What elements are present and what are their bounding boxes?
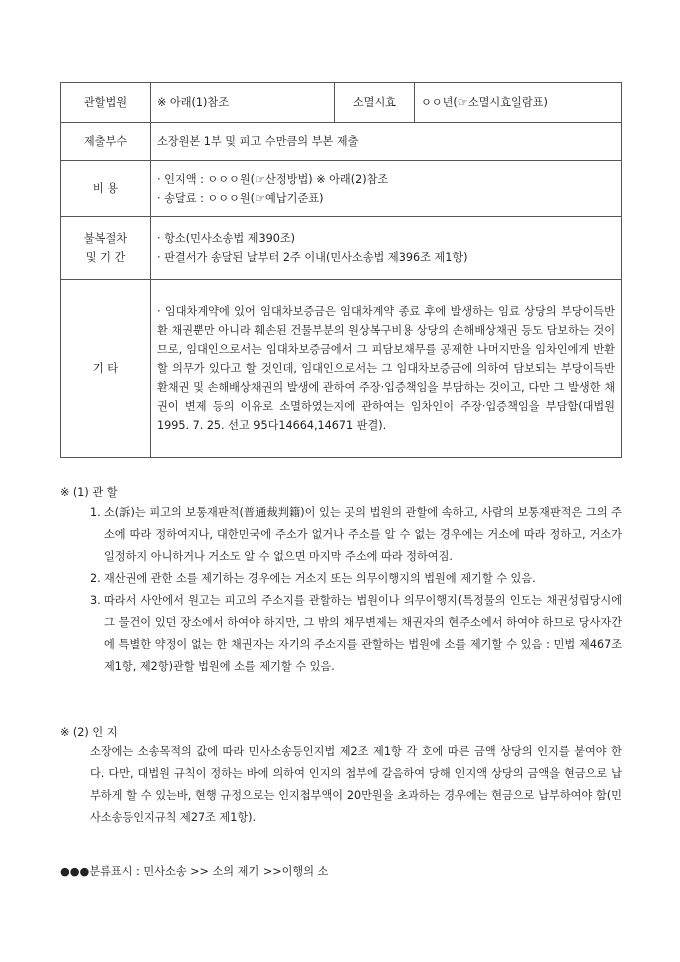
list-item-text: 재산권에 관한 소를 제기하는 경우에는 거소지 또는 의무이행지의 법원에 제기할 수 있음.	[104, 572, 536, 585]
copies-label: 제출부수	[61, 123, 151, 161]
list-item-text: 소(訴)는 피고의 보통재판적(普通裁判籍)이 있는 곳의 법원의 관할에 속하고, 사람의 보통재판적은 그의 주소에 따라 정하여지나, 대한민국에 주소가 없거나 주소를 알 수 없는 경우에는 거소에 따라 정하고, 거소가 일정하지 아니하거나 거소도 알 수 없으면 마지막 주소에 따라 정하여짐.	[104, 506, 622, 563]
appeal-label	[61, 217, 151, 280]
other-value: · 임대차계약에 있어 임대차보증금은 임대차계약 종료 후에 발생하는 임료 상당의 부당이득반환 채권뿐만 아니라 훼손된 건물부분의 원상복구비용 상당의 손해배상채권 등도 담보하는 것이므로, 임대인으로서는 임대차보증금에서 그 피담보채무를 공제한 나머지만을 임차인에게 반환할 의무가 있다고 할 것인데, 임대인으로서는 그 임대차보증금에 의하여 담보되는 부당이득반환채권 및 손해배상채권의 발생에 관하여 주장·입증책임을 부담하는 것이고, 다만 그 발생한 채권이 변제 등의 이유로 소멸하였는지에 관하여는 임차인이 주장·입증책임을 부담함(대법원 1995. 7. 25. 선고 95다14664,14671 판결).	[151, 280, 622, 458]
list-item-number: 2.	[90, 572, 101, 585]
list-item-number: 3.	[90, 594, 101, 607]
row-jurisdiction	[61, 83, 622, 123]
appeal-label-line2: 및 기 간	[85, 251, 126, 264]
copies-value: 소장원본 1부 및 피고 수만큼의 부본 제출	[151, 123, 622, 161]
jurisdiction-value: ※ 아래(1)참조	[151, 83, 335, 123]
other-label: 기 타	[61, 280, 151, 458]
section-stamp-title: ※ (2) 인 지	[60, 726, 118, 739]
section-jurisdiction-list	[90, 502, 622, 678]
limitation-label: 소멸시효	[335, 83, 415, 123]
row-appeal	[61, 217, 622, 280]
list-item	[90, 568, 622, 590]
appeal-line-1: · 항소(민사소송법 제390조)	[157, 232, 296, 245]
list-item-text: 따라서 사안에서 원고는 피고의 주소지를 관할하는 법원이나 의무이행지(특정물의 인도는 채권성립당시에 그 물건이 있던 장소에서 하여야 하지만, 그 밖의 채무변제는 채권자의 현주소에서 하여야 하므로 당사자간에 특별한 약정이 없는 한 채권자는 자기의 주소지를 관할하는 법원에 소를 제기할 수 있음 : 민법 제467조 제1항, 제2항)관할 법원에 소를 제기할 수 있음.	[104, 594, 622, 673]
jurisdiction-label: 관할법원	[61, 83, 151, 123]
list-item-number: 1.	[90, 506, 101, 519]
cost-line-delivery: · 송달료 : ㅇㅇㅇ원(☞예납기준표)	[157, 191, 324, 205]
limitation-value: ㅇㅇ년(☞소멸시효일람표)	[415, 83, 622, 123]
row-copies	[61, 123, 622, 161]
section-stamp-text: 소장에는 소송목적의 값에 따라 민사소송등인지법 제2조 제1항 각 호에 따른 금액 상당의 인지를 붙여야 한다. 다만, 대법원 규칙이 정하는 바에 의하여 인지의 첩부에 갈음하여 당해 인지액 상당의 금액을 현금으로 납부하게 할 수 있는바, 현행 규정으로는 인지첩부액이 20만원을 초과하는 경우에는 현금으로 납부하여야 함(민사소송등인지규칙 제27조 제1항).	[90, 745, 622, 824]
classification-footer: ●●●분류표시 : 민사소송 >> 소의 제기 >>이행의 소	[60, 865, 329, 878]
appeal-value	[151, 217, 622, 280]
row-cost	[61, 161, 622, 217]
case-info-table	[60, 82, 622, 458]
section-jurisdiction-title: ※ (1) 관 할	[60, 486, 118, 499]
cost-line-stamp: · 인지액 : ㅇㅇㅇ원(☞산정방법) ※ 아래(2)참조	[157, 172, 389, 186]
cost-value	[151, 161, 622, 217]
appeal-label-line1: 불복절차	[83, 232, 128, 245]
appeal-line-2: · 판결서가 송달된 날부터 2주 이내(민사소송법 제396조 제1항)	[157, 251, 468, 264]
row-other	[61, 280, 622, 458]
list-item	[90, 590, 622, 678]
list-item	[90, 502, 622, 568]
cost-label: 비 용	[61, 161, 151, 217]
